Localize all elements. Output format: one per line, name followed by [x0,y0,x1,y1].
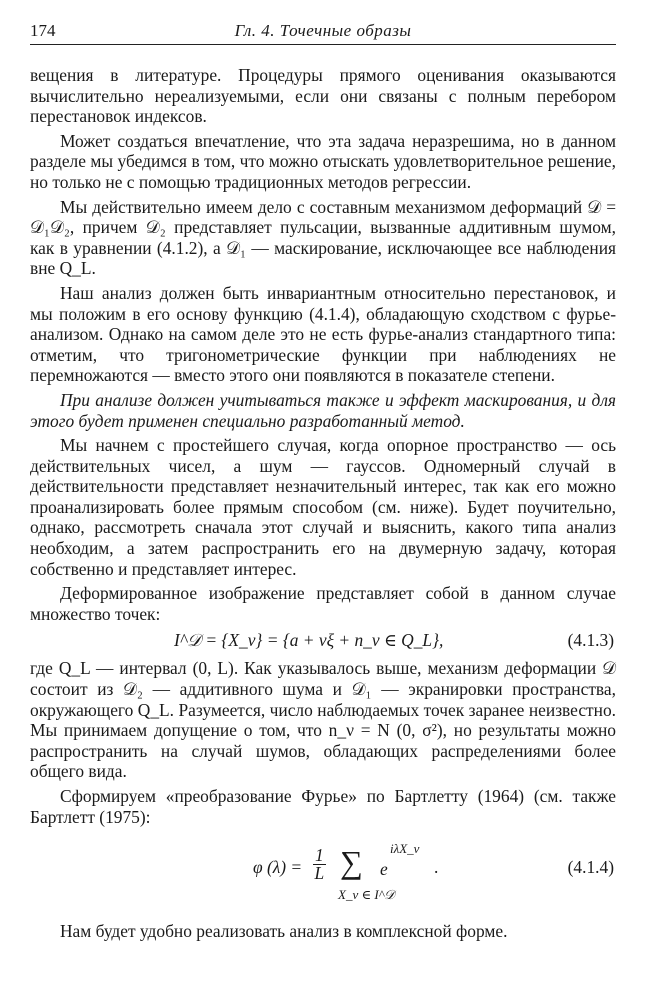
summation-subscript: X_ν ∈ I^𝒟 [338,887,395,903]
paragraph-7: Деформированное изображение представляет собой в данном случае множество точек: [30,583,616,624]
fraction-numerator: 1 [315,845,324,866]
exponent-base: e [380,859,388,880]
page-header [30,18,616,45]
paragraph-4: Наш анализ должен быть инвариантным относительно перестановок, и мы положим в его основу функцию (4.1.4), обладающую сходством с фурье-анализом. Однако на самом деле это не есть фурье-анализ стандартного типа: отметим, что тригонометрические функции при наблюдениях не перемножаются — вместо этого они появляются в показателе степени. [30,282,616,386]
equation-4-1-4-fraction [313,847,326,882]
equation-4-1-4 [30,831,616,913]
equation-4-1-3-number: (4.1.3) [567,630,614,651]
page-body [30,65,616,942]
summation-sign: ∑ [340,844,363,881]
paragraph-6: Мы начнем с простейшего случая, когда опорное пространство — ось действительных чисел, а шум — гауссов. Одномерный случай в действительности представляет незначительный интерес, так как его можно проанализировать более прямым способом (см. ниже). Будет поучительно, однако, рассмотреть сначала этот случай и выяснить, какого типа анализ необходим, а затем распространить его на двумерную задачу, которая собственно и представляет интерес. [30,435,616,579]
paragraph-8: где Q_L — интервал (0, L). Как указывалось выше, механизм деформации 𝒟 состоит из 𝒟₂ — аддитивного шума и 𝒟₁ — экранировки пространства, окружающего Q_L. Разумеется, число наблюдаемых точек заранее неизвестно. Мы принимаем допущение о том, что n_ν = N (0, σ²), но результаты можно распространить на случай шумов, обладающих распределениями более общего вида. [30,658,616,782]
paragraph-2: Может создаться впечатление, что эта задача неразрешима, но в данном разделе мы убедимся в том, что можно отыскать удовлетворительное решение, но только не с помощью традиционных методов регрессии. [30,130,616,192]
equation-end-dot: . [434,857,439,878]
equation-4-1-3 [30,628,616,652]
paragraph-1: вещения в литературе. Процедуры прямого оценивания оказываются вычислительно нереализуемыми, если они связаны с полным перебором перестановок индексов. [30,65,616,127]
equation-4-1-3-body: I^𝒟 = {X_ν} = {a + νξ + n_ν ∈ Q_L}, [174,630,444,651]
equation-4-1-4-number: (4.1.4) [567,857,614,878]
paragraph-9: Сформируем «преобразование Фурье» по Бартлетту (1964) (см. также Бартлетт (1975): [30,786,616,827]
running-head: Гл. 4. Точечные образы [234,21,412,40]
equation-4-1-4-lhs: φ (λ) = [253,857,303,878]
paragraph-10: Нам будет удобно реализовать анализ в комплексной форме. [60,921,508,942]
page-number: 174 [30,21,56,40]
paragraph-3: Мы действительно имеем дело с составным механизмом деформаций 𝒟 = 𝒟₁𝒟₂, причем 𝒟₂ представляет пульсации, вызванные аддитивным шумом, как в уравнении (4.1.2), а 𝒟₁ — маскирование, исключающее все наблюдения вне Q_L. [30,196,616,279]
fraction-denominator: L [314,863,325,884]
exponent-power: iλX_ν [390,841,420,857]
book-page [30,18,616,946]
paragraph-5: При анализе должен учитываться также и эффект маскирования, и для этого будет применен специально разработанный метод. [30,389,616,431]
